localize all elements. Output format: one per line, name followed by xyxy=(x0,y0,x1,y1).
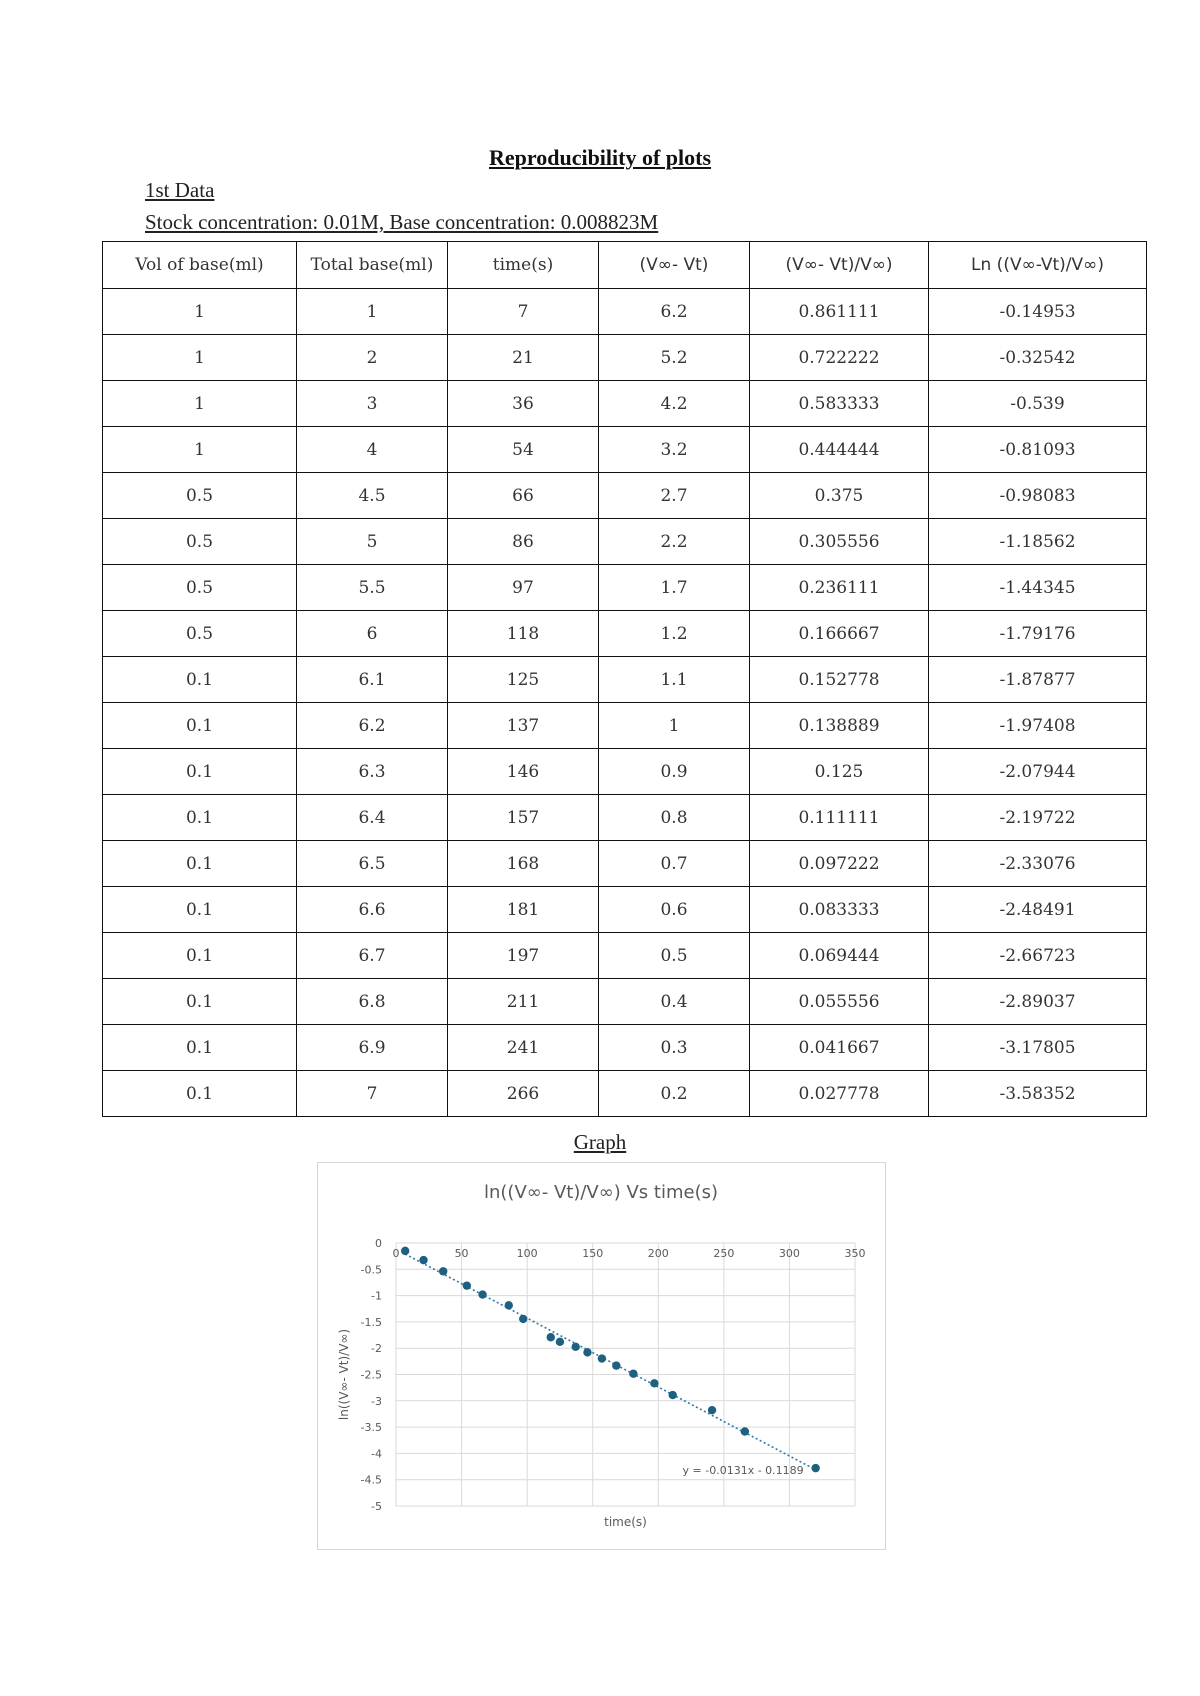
table-cell: 1 xyxy=(297,289,448,335)
table-cell: 0.111111 xyxy=(750,795,929,841)
table-cell: 3 xyxy=(297,381,448,427)
table-row xyxy=(103,565,1147,611)
table-cell: 21 xyxy=(448,335,599,381)
y-tick-label: 0 xyxy=(375,1237,382,1250)
table-cell: 5.5 xyxy=(297,565,448,611)
table-row xyxy=(103,841,1147,887)
table-cell: 0.5 xyxy=(599,933,750,979)
data-table xyxy=(102,241,1147,1117)
y-tick-label: -1.5 xyxy=(360,1315,382,1329)
y-tick-label: -4.5 xyxy=(360,1473,382,1487)
table-cell: 6.2 xyxy=(599,289,750,335)
table-cell: 241 xyxy=(448,1025,599,1071)
table-cell: 6.4 xyxy=(297,795,448,841)
table-cell: 2 xyxy=(297,335,448,381)
table-cell: 0.305556 xyxy=(750,519,929,565)
table-cell: 137 xyxy=(448,703,599,749)
table-cell: 66 xyxy=(448,473,599,519)
table-header-row xyxy=(103,242,1147,289)
table-cell: 0.1 xyxy=(103,887,297,933)
table-cell: -1.97408 xyxy=(929,703,1147,749)
col-header-total-base: Total base(ml) xyxy=(297,242,448,289)
table-cell: 0.1 xyxy=(103,979,297,1025)
table-cell: -0.14953 xyxy=(929,289,1147,335)
table-cell: 0.2 xyxy=(599,1071,750,1117)
data-point xyxy=(629,1370,637,1378)
table-cell: 181 xyxy=(448,887,599,933)
table-cell: 0.7 xyxy=(599,841,750,887)
table-cell: 6.9 xyxy=(297,1025,448,1071)
table-cell: 0.722222 xyxy=(750,335,929,381)
table-cell: 6.1 xyxy=(297,657,448,703)
data-point xyxy=(708,1406,716,1414)
table-cell: 0.041667 xyxy=(750,1025,929,1071)
table-cell: 2.7 xyxy=(599,473,750,519)
table-cell: 5.2 xyxy=(599,335,750,381)
table-cell: 6.3 xyxy=(297,749,448,795)
table-cell: -0.81093 xyxy=(929,427,1147,473)
y-tick-label: -2.5 xyxy=(360,1368,382,1382)
table-cell: 4 xyxy=(297,427,448,473)
table-cell: 0.5 xyxy=(103,519,297,565)
y-tick-label: -3.5 xyxy=(360,1421,382,1435)
table-cell: -2.66723 xyxy=(929,933,1147,979)
table-row xyxy=(103,979,1147,1025)
table-cell: 0.1 xyxy=(103,657,297,703)
table-cell: 0.4 xyxy=(599,979,750,1025)
table-cell: 0.027778 xyxy=(750,1071,929,1117)
concentration-line: Stock concentration: 0.01M, Base concentration: 0.008823M xyxy=(145,210,659,234)
table-cell: 1.2 xyxy=(599,611,750,657)
table-cell: -2.19722 xyxy=(929,795,1147,841)
data-point xyxy=(419,1256,427,1264)
col-header-vol-base: Vol of base(ml) xyxy=(103,242,297,289)
x-tick-label: 50 xyxy=(454,1247,469,1260)
table-row xyxy=(103,933,1147,979)
y-axis-title: ln((V∞- Vt)/V∞) xyxy=(337,1328,351,1421)
chart-title: ln((V∞- Vt)/V∞) Vs time(s) xyxy=(484,1182,718,1203)
table-cell: 197 xyxy=(448,933,599,979)
table-cell: 118 xyxy=(448,611,599,657)
table-cell: 1 xyxy=(103,335,297,381)
table-cell: 6.2 xyxy=(297,703,448,749)
data-point xyxy=(547,1333,555,1341)
table-cell: 0.1 xyxy=(103,749,297,795)
table-cell: 3.2 xyxy=(599,427,750,473)
table-cell: 1 xyxy=(103,381,297,427)
table-cell: 0.5 xyxy=(103,611,297,657)
table-cell: 36 xyxy=(448,381,599,427)
data-point xyxy=(463,1281,471,1289)
scatter-chart xyxy=(318,1163,885,1549)
table-cell: 0.5 xyxy=(103,565,297,611)
table-cell: 0.138889 xyxy=(750,703,929,749)
x-tick-label: 0 xyxy=(392,1247,400,1260)
table-cell: 0.1 xyxy=(103,1071,297,1117)
x-tick-label: 150 xyxy=(582,1247,604,1260)
table-cell: 0.055556 xyxy=(750,979,929,1025)
data-point xyxy=(598,1354,606,1362)
table-cell: -3.58352 xyxy=(929,1071,1147,1117)
table-row xyxy=(103,703,1147,749)
table-cell: -1.44345 xyxy=(929,565,1147,611)
table-cell: 1.1 xyxy=(599,657,750,703)
col-header-ln-ratio: Ln ((V∞-Vt)/V∞) xyxy=(929,242,1147,289)
table-cell: 211 xyxy=(448,979,599,1025)
data-point xyxy=(519,1315,527,1323)
table-cell: 1 xyxy=(103,289,297,335)
table-cell: -2.33076 xyxy=(929,841,1147,887)
table-row xyxy=(103,1025,1147,1071)
x-tick-label: 100 xyxy=(516,1247,538,1260)
table-cell: 146 xyxy=(448,749,599,795)
table-cell: -1.18562 xyxy=(929,519,1147,565)
table-cell: 6 xyxy=(297,611,448,657)
table-cell: 1 xyxy=(103,427,297,473)
y-tick-label: -3 xyxy=(371,1394,382,1408)
table-cell: 0.5 xyxy=(103,473,297,519)
table-row xyxy=(103,1071,1147,1117)
x-tick-label: 200 xyxy=(647,1247,669,1260)
x-tick-label: 300 xyxy=(778,1247,800,1260)
data-point xyxy=(669,1391,677,1399)
table-cell: 97 xyxy=(448,565,599,611)
data-point xyxy=(612,1361,620,1369)
table-cell: 0.152778 xyxy=(750,657,929,703)
data-point xyxy=(478,1290,486,1298)
data-point xyxy=(439,1267,447,1275)
table-cell: 0.166667 xyxy=(750,611,929,657)
table-body xyxy=(103,289,1147,1117)
col-header-v-diff: (V∞- Vt) xyxy=(599,242,750,289)
table-cell: -2.48491 xyxy=(929,887,1147,933)
table-cell: -2.07944 xyxy=(929,749,1147,795)
table-cell: 0.375 xyxy=(750,473,929,519)
table-cell: 168 xyxy=(448,841,599,887)
y-tick-label: -0.5 xyxy=(360,1263,382,1277)
table-cell: 6.7 xyxy=(297,933,448,979)
table-row xyxy=(103,289,1147,335)
table-row xyxy=(103,381,1147,427)
table-cell: 4.2 xyxy=(599,381,750,427)
table-row xyxy=(103,749,1147,795)
trendline-equation: y = -0.0131x - 0.1189 xyxy=(682,1463,804,1477)
table-cell: 1 xyxy=(599,703,750,749)
table-cell: 4.5 xyxy=(297,473,448,519)
table-cell: -3.17805 xyxy=(929,1025,1147,1071)
chart-container xyxy=(317,1162,886,1550)
table-cell: 7 xyxy=(448,289,599,335)
table-cell: 0.125 xyxy=(750,749,929,795)
data-point xyxy=(650,1379,658,1387)
table-row xyxy=(103,519,1147,565)
table-cell: 0.1 xyxy=(103,1025,297,1071)
table-cell: 125 xyxy=(448,657,599,703)
table-cell: -0.32542 xyxy=(929,335,1147,381)
table-cell: 0.6 xyxy=(599,887,750,933)
table-row xyxy=(103,611,1147,657)
data-point xyxy=(556,1338,564,1346)
table-cell: 1.7 xyxy=(599,565,750,611)
col-header-time: time(s) xyxy=(448,242,599,289)
table-row xyxy=(103,427,1147,473)
table-cell: -0.98083 xyxy=(929,473,1147,519)
table-cell: 54 xyxy=(448,427,599,473)
table-cell: -0.539 xyxy=(929,381,1147,427)
data-point xyxy=(811,1464,819,1472)
table-cell: 0.1 xyxy=(103,933,297,979)
table-cell: 0.236111 xyxy=(750,565,929,611)
table-cell: 0.444444 xyxy=(750,427,929,473)
table-cell: 6.6 xyxy=(297,887,448,933)
table-cell: -2.89037 xyxy=(929,979,1147,1025)
table-cell: 157 xyxy=(448,795,599,841)
table-row xyxy=(103,473,1147,519)
data-point xyxy=(741,1427,749,1435)
table-cell: 86 xyxy=(448,519,599,565)
data-point xyxy=(401,1247,409,1255)
table-cell: 0.097222 xyxy=(750,841,929,887)
graph-label: Graph xyxy=(573,1130,627,1154)
data-point xyxy=(505,1301,513,1309)
table-cell: 266 xyxy=(448,1071,599,1117)
data-point xyxy=(583,1348,591,1356)
page-title: Reproducibility of plots xyxy=(488,145,712,170)
y-tick-label: -5 xyxy=(371,1500,382,1513)
table-cell: 0.1 xyxy=(103,841,297,887)
table-cell: 0.861111 xyxy=(750,289,929,335)
table-cell: 0.3 xyxy=(599,1025,750,1071)
table-cell: 0.1 xyxy=(103,795,297,841)
data-point xyxy=(571,1343,579,1351)
y-tick-label: -4 xyxy=(371,1447,382,1461)
col-header-v-ratio: (V∞- Vt)/V∞) xyxy=(750,242,929,289)
table-cell: -1.87877 xyxy=(929,657,1147,703)
data-label: 1st Data xyxy=(145,178,215,202)
table-row xyxy=(103,657,1147,703)
table-row xyxy=(103,887,1147,933)
table-row xyxy=(103,335,1147,381)
x-tick-label: 250 xyxy=(713,1247,735,1260)
table-cell: 2.2 xyxy=(599,519,750,565)
table-cell: 0.069444 xyxy=(750,933,929,979)
x-tick-label: 350 xyxy=(844,1247,866,1260)
table-cell: 6.5 xyxy=(297,841,448,887)
table-cell: 0.583333 xyxy=(750,381,929,427)
y-tick-label: -2 xyxy=(371,1342,382,1356)
table-cell: 0.1 xyxy=(103,703,297,749)
table-cell: 0.8 xyxy=(599,795,750,841)
table-cell: -1.79176 xyxy=(929,611,1147,657)
table-cell: 6.8 xyxy=(297,979,448,1025)
table-cell: 7 xyxy=(297,1071,448,1117)
table-cell: 0.083333 xyxy=(750,887,929,933)
table-cell: 0.9 xyxy=(599,749,750,795)
y-tick-label: -1 xyxy=(371,1289,382,1303)
table-cell: 5 xyxy=(297,519,448,565)
table-row xyxy=(103,795,1147,841)
x-axis-title: time(s) xyxy=(604,1515,647,1529)
